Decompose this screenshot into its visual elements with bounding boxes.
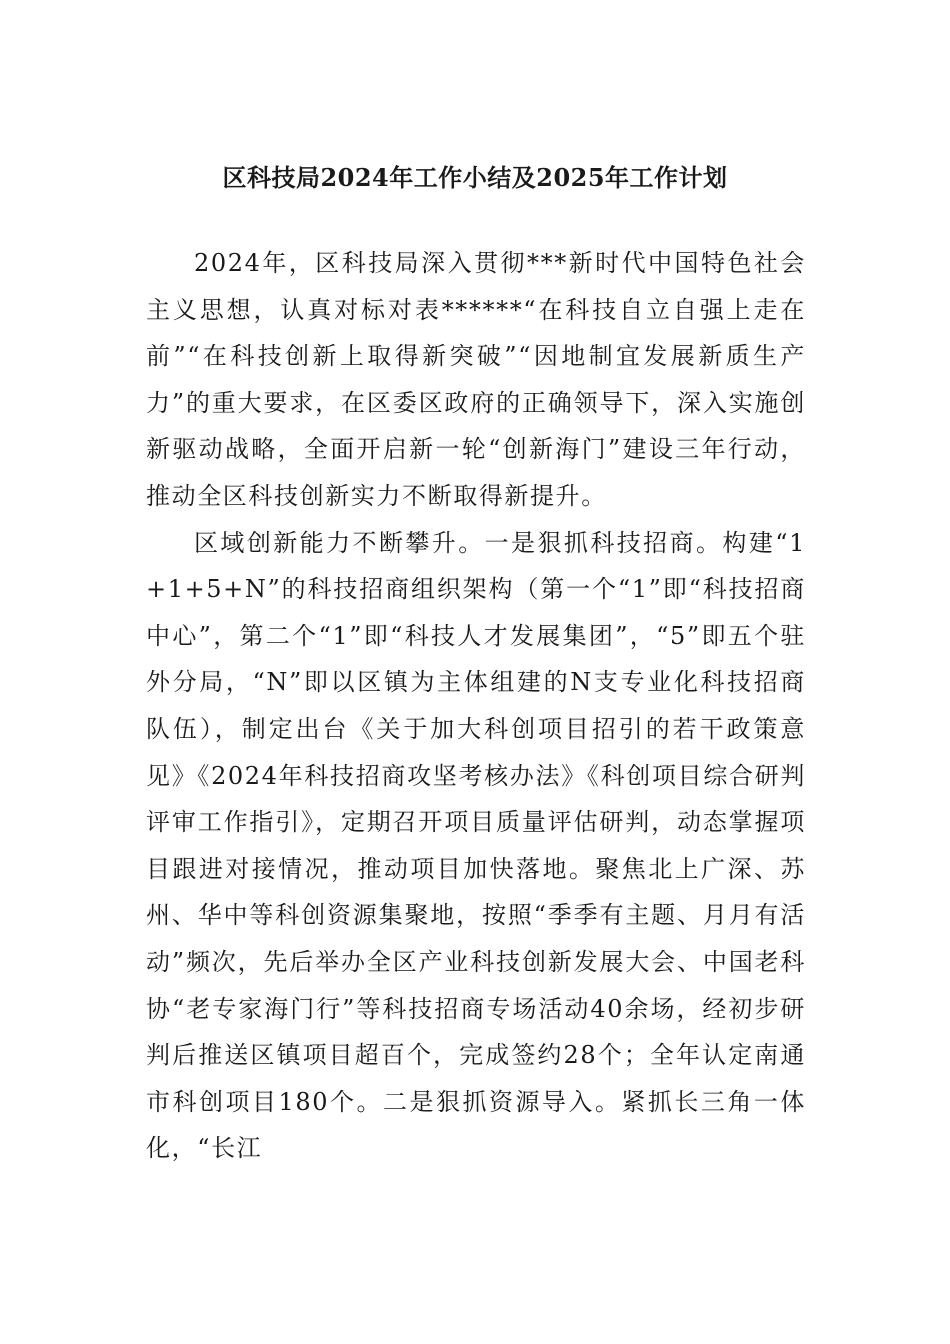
document-title: 区科技局2024年工作小结及2025年工作计划 bbox=[222, 163, 728, 192]
paragraph-intro: 2024年，区科技局深入贯彻***新时代中国特色社会主义思想，认真对标对表******“在科技自立自强上走在前”“在科技创新上取得新突破”“因地制宜发展新质生产力”的重大要求，在区委区政府的正确领导下，深入实施创新驱动战略，全面开启新一轮“创新海门”建设三年行动，推动全区科技创新实力不断取得新提升。 bbox=[146, 249, 806, 510]
document-body bbox=[146, 240, 806, 1172]
paragraph-innovation: 区域创新能力不断攀升。一是狠抓科技招商。构建“1+1+5+N”的科技招商组织架构（第一个“1”即“科技招商中心”，第二个“1”即“科技人才发展集团”，“5”即五个驻外分局，“N”即以区镇为主体组建的N支专业化科技招商队伍），制定出台《关于加大科创项目招引的若干政策意见》《2024年科技招商攻坚考核办法》《科创项目综合研判评审工作指引》，定期召开项目质量评估研判，动态掌握项目跟进对接情况，推动项目加快落地。聚焦北上广深、苏州、华中等科创资源集聚地，按照“季季有主题、月月有活动”频次，先后举办全区产业科技创新发展大会、中国老科协“老专家海门行”等科技招商专场活动40余场，经初步研判后推送区镇项目超百个，完成签约28个；全年认定南通市科创项目180个。二是狠抓资源导入。紧抓长三角一体化，“长江 bbox=[146, 528, 806, 1163]
